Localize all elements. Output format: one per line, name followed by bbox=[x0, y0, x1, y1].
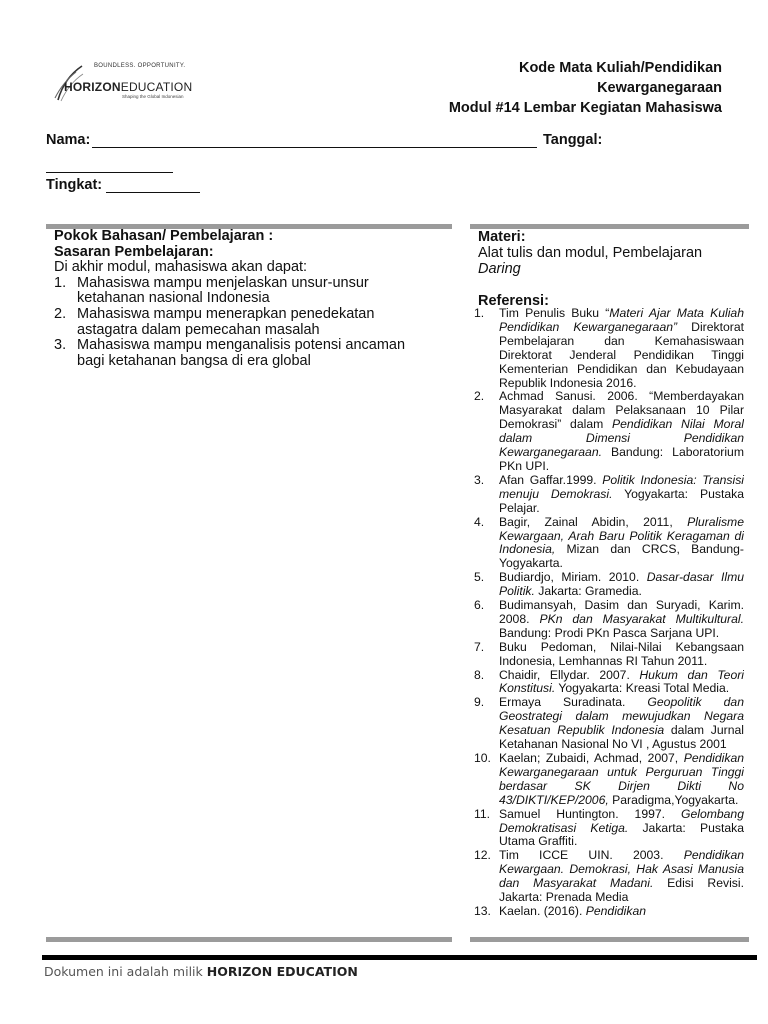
reference-title: PKn dan Masyarakat Multikultural. bbox=[539, 611, 744, 626]
horizon-education-logo bbox=[52, 58, 212, 108]
objective-number: 3. bbox=[54, 337, 67, 354]
reference-text: Samuel Huntington. 1997. bbox=[499, 806, 681, 821]
learning-objectives-section bbox=[54, 229, 434, 369]
left-column-bottom-bar bbox=[46, 937, 452, 942]
reference-publisher: Direktorat Pembelajaran dan Kemahasiswaan Direktorat Jenderal Pendidikan Tinggi Kementerian Pendidikan dan Kebudayaan Republik Indonesia 2016. bbox=[499, 319, 744, 390]
objective-number: 1. bbox=[54, 274, 67, 291]
reference-item bbox=[474, 669, 744, 697]
reference-text: Budiardjo, Miriam. 2010. bbox=[499, 570, 647, 585]
reference-title: Hukum dan Teori Konstitusi. bbox=[499, 667, 744, 696]
reference-item bbox=[474, 571, 744, 599]
reference-number: 13. bbox=[474, 903, 491, 918]
references-list bbox=[474, 307, 744, 939]
reference-number: 1. bbox=[474, 307, 485, 320]
tanggal-label: Tanggal: bbox=[543, 132, 603, 148]
reference-text: Achmad Sanusi. 2006. “Memberdayakan Masyarakat dalam Pelaksanaan 10 Pilar Demokrasi” dalam bbox=[499, 389, 744, 432]
reference-number: 4. bbox=[474, 514, 485, 529]
reference-item bbox=[474, 849, 744, 905]
reference-number: 8. bbox=[474, 667, 485, 682]
reference-item bbox=[474, 390, 744, 473]
objective-item bbox=[54, 338, 434, 369]
nama-field-line[interactable] bbox=[92, 132, 537, 148]
logo-tagline-top: BOUNDLESS. OPPORTUNITY. bbox=[94, 63, 186, 69]
tingkat-label: Tingkat: bbox=[46, 177, 103, 193]
materi-mode: Daring bbox=[478, 261, 521, 277]
reference-item bbox=[474, 599, 744, 641]
reference-item bbox=[474, 307, 744, 390]
objective-text: Mahasiswa mampu menerapkan penedekatan astagatra dalam pemecahan masalah bbox=[77, 305, 375, 338]
reference-publisher: Yogyakarta: Pustaka Pelajar. bbox=[499, 486, 744, 515]
reference-publisher: Paradigma,Yogyakarta. bbox=[608, 792, 739, 807]
reference-number: 6. bbox=[474, 598, 485, 613]
reference-text: Tim Penulis Buku “ bbox=[499, 307, 610, 320]
reference-title: Pluralisme Kewargaan, Arah Baru Politik Keragaman di Indonesia, bbox=[499, 514, 744, 557]
reference-title: Materi Ajar Mata Kuliah Pendidikan Kewarganegaraan” bbox=[499, 307, 744, 334]
nama-label: Nama: bbox=[46, 132, 91, 148]
referensi-heading: Referensi: bbox=[478, 293, 549, 309]
reference-title: Gelombang Demokratisasi Ketiga. bbox=[499, 806, 744, 835]
objectives-list bbox=[54, 276, 434, 370]
footer-ownership bbox=[44, 964, 358, 979]
objective-item bbox=[54, 276, 434, 307]
objective-number: 2. bbox=[54, 305, 67, 322]
reference-text: Kaelan; Zubaidi, Achmad, 2007, bbox=[499, 751, 684, 765]
objectives-intro: Di akhir modul, mahasiswa akan dapat: bbox=[54, 259, 308, 276]
reference-number: 2. bbox=[474, 389, 485, 404]
reference-item bbox=[474, 696, 744, 752]
reference-text: Buku Pedoman, Nilai-Nilai Kebangsaan Indonesia, Lemhannas RI Tahun 2011. bbox=[499, 639, 744, 668]
reference-title: Pendidikan Kewargaan. Demokrasi, Hak Asasi Manusia dan Masyarakat Madani. bbox=[499, 848, 744, 891]
reference-item bbox=[474, 641, 744, 669]
reference-text: Ermaya Suradinata. bbox=[499, 695, 648, 710]
reference-publisher: Bandung: Laboratorium PKn UPI. bbox=[499, 445, 744, 473]
reference-title: Dasar-dasar Ilmu Politik. bbox=[499, 570, 744, 599]
reference-text: Bagir, Zainal Abidin, 2011, bbox=[499, 514, 688, 529]
reference-number: 7. bbox=[474, 639, 485, 654]
footer-divider bbox=[42, 955, 757, 960]
reference-title: Geopolitik dan Geostrategi dalam mewujudkan Negara Kesatuan Republik Indonesia bbox=[499, 695, 744, 738]
reference-number: 10. bbox=[474, 751, 491, 765]
reference-publisher: Mizan dan CRCS, Bandung-Yogyakarta. bbox=[499, 542, 744, 571]
reference-item bbox=[474, 474, 744, 516]
reference-number: 11. bbox=[474, 806, 491, 821]
reference-text: Chaidir, Ellydar. 2007. bbox=[499, 667, 640, 682]
reference-publisher: Bandung: Prodi PKn Pasca Sarjana UPI. bbox=[499, 625, 720, 640]
reference-publisher: Jakarta: Gramedia. bbox=[534, 584, 642, 599]
pokok-bahasan-heading: Pokok Bahasan/ Pembelajaran : bbox=[54, 228, 274, 244]
tanggal-field-line[interactable] bbox=[46, 157, 173, 173]
footer-brand: HORIZON EDUCATION bbox=[206, 964, 358, 979]
logo-brand bbox=[64, 80, 192, 94]
reference-title: Pendidikan bbox=[585, 903, 647, 918]
materials-section bbox=[478, 229, 744, 309]
reference-publisher: Edisi Revisi. Jakarta: Prenada Media bbox=[499, 876, 744, 905]
reference-text: Budimansyah, Dasim dan Suryadi, Karim. 2008. bbox=[499, 598, 744, 626]
reference-item bbox=[474, 808, 744, 850]
header-module-title: Modul #14 Lembar Kegiatan Mahasiswa bbox=[448, 100, 722, 116]
sasaran-heading: Sasaran Pembelajaran: bbox=[54, 243, 214, 260]
objective-text: Mahasiswa mampu menjelaskan unsur-unsur ketahanan nasional Indonesia bbox=[77, 274, 369, 307]
header-course-code: Kode Mata Kuliah/Pendidikan bbox=[518, 60, 722, 76]
footer-text: Dokumen ini adalah milik bbox=[44, 964, 207, 979]
materi-text: Alat tulis dan modul, Pembelajaran bbox=[478, 245, 703, 261]
materi-heading: Materi: bbox=[478, 229, 526, 245]
reference-title: Pendidikan Kewarganegaraan untuk Perguruan Tinggi berdasar SK Dirjen Dikti No 43/DIKTI/KEP/2006, bbox=[499, 751, 744, 807]
reference-text: Kaelan. (2016). bbox=[499, 903, 586, 918]
reference-item bbox=[474, 516, 744, 572]
reference-number: 9. bbox=[474, 695, 485, 710]
objective-text: Mahasiswa mampu menganalisis potensi ancaman bagi ketahanan bangsa di era global bbox=[77, 337, 406, 369]
reference-title: Politik Indonesia: Transisi menuju Demokrasi. bbox=[499, 472, 744, 501]
reference-item bbox=[474, 905, 744, 919]
logo-tagline-bottom: Shaping the Global Indonesian bbox=[122, 94, 184, 99]
reference-publisher: Yogyakarta: Kreasi Total Media. bbox=[555, 681, 730, 696]
reference-number: 5. bbox=[474, 570, 485, 585]
reference-number: 12. bbox=[474, 848, 491, 863]
reference-number: 3. bbox=[474, 472, 485, 487]
reference-publisher: dalam Jurnal Ketahanan Nasional No VI , Agustus 2001 bbox=[499, 723, 744, 752]
header-course-name: Kewarganegaraan bbox=[597, 80, 722, 96]
reference-title: Pendidikan Nilai Moral dalam Dimensi Pendidikan Kewarganegaraan. bbox=[499, 417, 744, 460]
reference-publisher: Jakarta: Pustaka Utama Graffiti. bbox=[499, 820, 744, 849]
reference-text: Afan Gaffar.1999. bbox=[499, 472, 603, 487]
reference-text: Tim ICCE UIN. 2003. bbox=[499, 848, 684, 863]
right-column-bottom-bar bbox=[470, 937, 749, 942]
logo-brand-main: HORIZON bbox=[64, 80, 121, 94]
tingkat-field-line[interactable] bbox=[106, 177, 200, 193]
logo-brand-sub: EDUCATION bbox=[120, 80, 193, 94]
document-header bbox=[382, 58, 722, 118]
objective-item bbox=[54, 307, 434, 338]
reference-item bbox=[474, 752, 744, 808]
